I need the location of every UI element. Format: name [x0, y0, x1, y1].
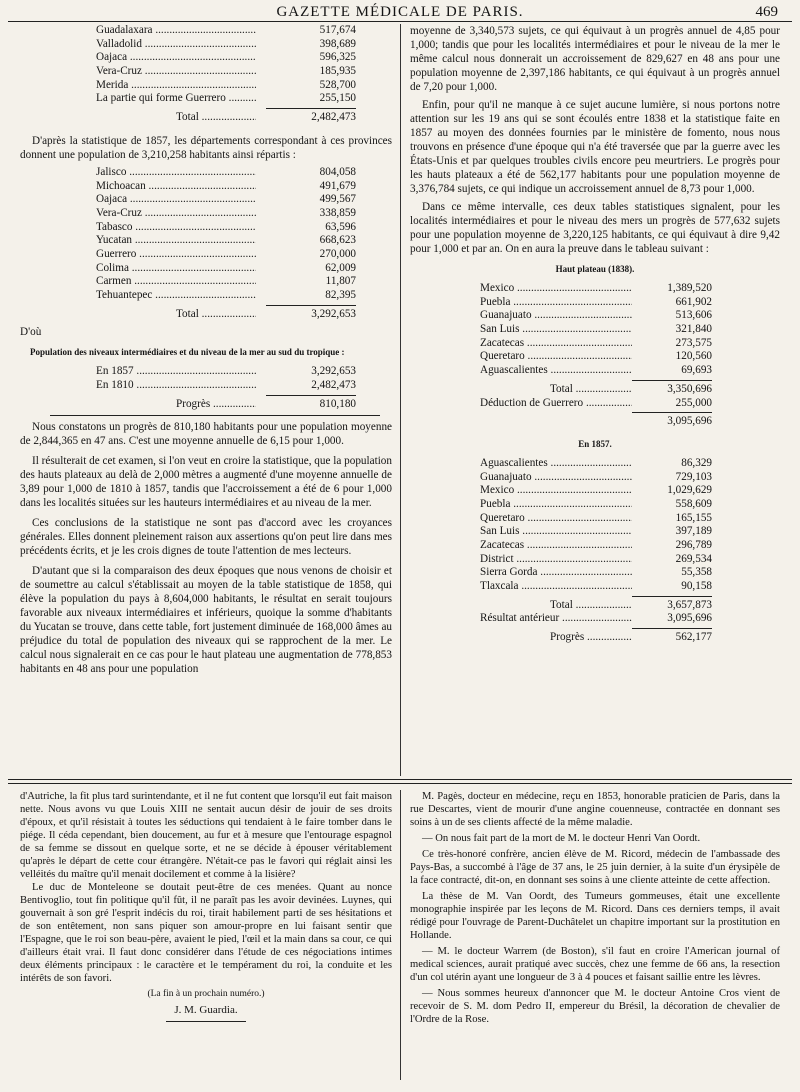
table-cell-label: Queretaro ..... [480, 350, 632, 364]
paragraph: M. Pagès, docteur en médecine, reçu en 1853, honorable praticien de Paris, dans la rue Descartes, vient de mourir d'une angine couenneuse, contractée en donnant ses soins à un de ses clients affecté de la même maladie. [410, 791, 780, 828]
table-cell-label: Zacatecas ..... [480, 337, 632, 351]
table-progress-row: Progrès ..... 562,177 [550, 631, 712, 645]
paragraph: Il résulterait de cet examen, si l'on veut en croire la statistique, que la population des hauts plateaux au delà de 2,000 mètres a augmenté d'une moyenne annuelle de 3,89 pour 1,000 de 1810 à 1857, tandis que l'accroissement a été de 6 pour 1,000 dans les localités situées sur les hauteurs intermédiaires et au niveau de la mer. [20, 455, 392, 510]
table-cell-value: 397,189 [675, 525, 712, 538]
table-cell-label: Puebla ..... [480, 296, 632, 310]
table-caption: Population des niveaux intermédiaires et du niveau de la mer au sud du tropique : [30, 347, 345, 358]
table-cell-value: 2,482,473 [311, 379, 356, 392]
table-cell-value: 668,623 [319, 234, 356, 247]
paragraph: Enfin, pour qu'il ne manque à ce sujet aucune lumière, si nous portons notre attention sur les 19 ans qui se sont écoulés entre 1838 et la statistique faite en 1857 au moyen des données fournies par le ministère de fomento, nous nous trouvons en présence d'une époque qui n'a été traversée que par la guerre avec les États-Unis et par quelques troubles civils encore peu meurtriers. Le progrès pour les hauts plateaux a été de 562,177 habitants pour une population moyenne de 3,376,784 sujets, ce qui indique un accroissement annuel de 8,73 pour 1,000. [410, 99, 780, 195]
table-cell-label: Jalisco ..... [96, 166, 256, 180]
paragraph: Ces conclusions de la statistique ne sont pas d'accord avec les croyances générales. Elles donnent pleinement raison aux assertions qu'on peut lire dans mes précédents écrits, et je les crois dignes de toute l'attention de mes lecteurs. [20, 517, 392, 558]
table-row [480, 512, 712, 526]
table-comparison [96, 365, 356, 411]
table-cell-label: Guanajuato ..... [480, 471, 632, 485]
table-row [480, 323, 712, 337]
table-cell-value: 558,609 [675, 497, 712, 510]
paragraph-dou: D'où [20, 326, 42, 339]
table-cell-value: 3,292,653 [311, 365, 356, 378]
table-cell-label: Carmen ..... [96, 275, 256, 289]
table-cell-label: Oajaca ..... [96, 193, 256, 207]
table-row [96, 234, 356, 248]
section-rule [8, 779, 792, 780]
table-cell-label: District ..... [480, 553, 632, 567]
table-cell-label: Valladolid ..... [96, 38, 256, 52]
table-cell-value: 62,009 [325, 261, 356, 274]
table-cell-value: 82,395 [325, 289, 356, 301]
table-row [480, 553, 712, 567]
paragraph: Nous constatons un progrès de 810,180 habitants pour une population moyenne de 2,844,365 en 47 ans. C'est une moyenne annuelle de 6,15 pour 1,000. [20, 421, 392, 448]
table-cell-label: Vera-Cruz ..... [96, 65, 256, 79]
table-row [480, 471, 712, 485]
paragraph: — M. le docteur Warrem (de Boston), s'il faut en croire l'American journal of medical sciences, aurait pratiqué avec succès, chez une femme de 66 ans, la resection d'un col utérin ayant une longueur de 3 à 4 pouces et faisant saillie entre les lèvres. [410, 946, 780, 983]
table-cell-value: 90,158 [681, 580, 712, 593]
table-cell-value: 517,674 [319, 24, 356, 36]
table-row [96, 51, 356, 65]
table-cell-label: Aguascalientes ..... [480, 364, 632, 378]
table-cell-label: Tehuantepec ..... [96, 289, 256, 303]
continuation-note: (La fin à un prochain numéro.) [147, 989, 265, 999]
table-cell-value: 491,679 [319, 179, 356, 192]
table-row [480, 457, 712, 471]
table-provinces-1810 [96, 24, 356, 125]
table-cell-label: Tlaxcala ..... [480, 580, 632, 594]
table-total-row: Total ..... 2,482,473 [176, 111, 356, 125]
table-row [480, 364, 712, 378]
table-cell-value: 273,575 [675, 336, 712, 349]
column-divider [400, 24, 401, 776]
table-cell-label: Guadalaxara ..... [96, 24, 256, 38]
table-cell-value: 296,789 [675, 539, 712, 551]
table-row [96, 24, 356, 38]
table-row [480, 525, 712, 539]
table-row [96, 79, 356, 93]
table-row [480, 309, 712, 323]
table-row [96, 262, 356, 276]
table-cell-label: Oajaca ..... [96, 51, 256, 65]
table-row [480, 566, 712, 580]
table-total-row: Total ..... 3,657,873 [550, 599, 712, 613]
paragraph: D'autant que si la comparaison des deux époques que nous venons de choisir et de soumettre au calcul s'établissait au moyen de la table statistique de 1858, qui élève la population du pays à 8,604,000 habitants, le résultat en serait toujours favorable aux niveaux intermédiaires et inférieurs, quoique la somme d'habitants du Yucatan se trouve, dans cette table, fort justement diminuée de 168,000 âmes au préjudice du total de population des niveaux qui se rapprochent de la mer. Le calcul nous signalerait en ce cas pour le haut plateau une augmentation de 778,853 habitants en 48 ans pour une population [20, 565, 392, 676]
table-row [96, 180, 356, 194]
table-cell-value: 661,902 [675, 295, 712, 308]
table-cell-label: Colima ..... [96, 262, 256, 276]
table-cell-value: 120,560 [675, 350, 712, 363]
author-signature: J. M. Guardia. [174, 1004, 238, 1016]
page-header [0, 0, 800, 22]
table-cell-value: 165,155 [675, 511, 712, 524]
table-cell-value: 804,058 [319, 165, 356, 178]
table-cell-label: Tabasco ..... [96, 221, 256, 235]
table-cell-value: 596,325 [319, 51, 356, 64]
table-row [96, 65, 356, 79]
left-column [20, 24, 392, 676]
table-total-row: Total ..... 3,350,696 [550, 383, 712, 397]
table-cell-value: 69,693 [681, 364, 712, 377]
table-net-row: 3,095,696 [667, 415, 712, 428]
table-row [480, 282, 712, 296]
paragraph: moyenne de 3,340,573 sujets, ce qui équivaut à un progrès annuel de 4,85 pour 1,000; tandis que pour les localités intermédiaires et pour le niveau de la mer le même calcul nous donnerait un accroissement de 829,627 en 48 ans pour une population moyenne de 2,397,186 habitants, ce qui équivaut à un progrès annuel de 7,20 pour 1,000. [410, 25, 780, 93]
table-cell-value: 86,329 [681, 456, 712, 469]
table-cell-label: San Luis ..... [480, 323, 632, 337]
table-row [96, 289, 356, 303]
table-cell-value: 528,700 [319, 78, 356, 91]
table-cell-value: 269,534 [675, 552, 712, 565]
table-cell-value: 499,567 [319, 193, 356, 206]
table-cell-label: San Luis ..... [480, 525, 632, 539]
table-cell-value: 1,029,629 [667, 484, 712, 497]
table-cell-label: Guanajuato ..... [480, 309, 632, 323]
table-row [96, 379, 356, 393]
section-rule [8, 783, 792, 784]
table-plateau-1857 [480, 457, 712, 645]
table-row [96, 193, 356, 207]
table-row [96, 166, 356, 180]
table-total-row: Total ..... 3,292,653 [176, 308, 356, 322]
table-cell-label: Queretaro ..... [480, 512, 632, 526]
table-cell-label: Michoacan ..... [96, 180, 256, 194]
paragraph: Dans ce même intervalle, ces deux tables statistiques signalent, pour les localités intermédiaires et pour le niveau des mers un progrès de 577,632 sujets pour une population moyenne de 3,220,125 habitants, ce qui équivaut à dire 9,42 pour 1,000 et par an. On en aura la preuve dans le tableau suivant : [410, 201, 780, 255]
table-cell-label: Vera-Cruz ..... [96, 207, 256, 221]
feuilleton-column [20, 790, 392, 1022]
table-cell-value: 729,103 [675, 470, 712, 483]
table-cell-label: Mexico ..... [480, 282, 632, 296]
right-column [410, 24, 780, 645]
table-row [480, 296, 712, 310]
table-plateau-1838 [480, 282, 712, 429]
table-cell-value: 321,840 [675, 323, 712, 336]
table-cell-value: 55,358 [681, 566, 712, 579]
table-row [480, 539, 712, 553]
journal-title: GAZETTE MÉDICALE DE PARIS. [276, 4, 524, 20]
table-cell-value: 513,606 [675, 309, 712, 322]
table-cell-label: Zacatecas ..... [480, 539, 632, 553]
table-cell-label: Aguascalientes ..... [480, 457, 632, 471]
paragraph: D'après la statistique de 1857, les départements correspondant à ces provinces donnent une population de 3,210,258 habitants ainsi répartis : [20, 134, 392, 161]
table-row [480, 484, 712, 498]
table-row [96, 38, 356, 52]
table-cell-label: En 1810 ..... [96, 379, 256, 393]
table-cell-label: La partie qui forme Guerrero ..... [96, 92, 256, 106]
table-cell-value: 255,150 [319, 92, 356, 105]
table-cell-label: Sierra Gorda ..... [480, 566, 632, 580]
column-divider [400, 790, 401, 1080]
table-cell-label: Puebla ..... [480, 498, 632, 512]
table-caption: Haut plateau (1838). [555, 264, 635, 274]
table-departments-1857 [96, 166, 356, 322]
table-row [480, 580, 712, 594]
news-column [410, 790, 780, 1026]
table-row [480, 498, 712, 512]
table-cell-label: Yucatan ..... [96, 234, 256, 248]
table-row [96, 221, 356, 235]
table-cell-value: 11,807 [325, 275, 356, 288]
table-cell-label: Merida ..... [96, 79, 256, 93]
page-number: 469 [755, 4, 778, 20]
table-row [96, 92, 356, 106]
table-previous-row: Résultat antérieur ..... 3,095,696 [480, 612, 712, 626]
table-cell-label: Mexico ..... [480, 484, 632, 498]
table-row [96, 248, 356, 262]
table-cell-value: 1,389,520 [667, 282, 712, 294]
table-cell-value: 63,596 [325, 220, 356, 233]
paragraph: Ce très-honoré confrère, ancien élève de M. Ricord, médecin de l'ambassade des Pays-Bas, a succombé à l'âge de 37 ans, le 25 juin dernier, à la suite d'un érysipèle de la face contracté, dit-on, en donnant ses soins à une cliente atteinte de cette affection. [410, 849, 780, 886]
table-cell-label: En 1857 ..... [96, 365, 256, 379]
table-row [96, 275, 356, 289]
paragraph: Le duc de Monteleone se doutait peut-être de ces menées. Quant au nonce Bentivoglio, tout fin politique qu'il fût, il ne paraît pas les avoir devinées. Luynes, qui gouvernait à son gré l'esprit indécis du roi, tirait habilement parti de ses hésitations et de son entêtement, non sans piquer son amour-propre en lui faisant sentir que l'Espagne, que le roi son beau-père, avaient le pied, l'œil et la main dans sa cour, ce qui d'ailleurs était vrai. Il faut donc considérer dans l'étude de ces négociations intimes deux éléments principaux : le caractère et le tempérament du roi, la conduite et les intérêts de son favori. [20, 882, 392, 984]
table-cell-value: 338,859 [319, 206, 356, 219]
table-deduction-row: Déduction de Guerrero ..... 255,000 [480, 397, 712, 411]
table-row [480, 350, 712, 364]
paragraph: d'Autriche, la fit plus tard surintendante, et il ne fut content que lorsqu'il eut fait maison nette. Nous avons vu que Louis XIII ne sentait aucun désir de jouir de ses droits d'époux, et qu'il résistait à toutes les séductions qui tendaient à le faire tomber dans le piége. Il céda cependant, bien doucement, au fur et à mesure que l'entourage espagnol de sa femme se dissout en quelque sorte, et ne se décide à épouser véritablement qu'après le départ de cette cour étrangère. N'était-ce pas le favori qui réglait ainsi les velléités du maître qu'il menait docilement et comme à la lisière? [20, 791, 392, 880]
paragraph: — Nous sommes heureux d'annoncer que M. le docteur Antoine Cros vient de recevoir de S. M. dom Pedro II, empereur du Brésil, la décoration de chevalier de l'Ordre de la Rose. [410, 988, 780, 1025]
table-row [96, 207, 356, 221]
table-cell-value: 270,000 [319, 247, 356, 260]
table-cell-label: Guerrero ..... [96, 248, 256, 262]
header-rule [8, 21, 792, 22]
paragraph: — On nous fait part de la mort de M. le docteur Henri Van Oordt. [422, 833, 701, 844]
table-cell-value: 185,935 [319, 65, 356, 78]
table-row [96, 365, 356, 379]
table-row [480, 337, 712, 351]
table-caption: En 1857. [578, 438, 612, 449]
table-cell-value: 398,689 [319, 37, 356, 50]
table-progress-row: Progrès ..... 810,180 [176, 398, 356, 412]
paragraph: La thèse de M. Van Oordt, des Tumeurs gommeuses, était une excellente monographie inspirée par les leçons de M. Ricord. Dans ces derniers temps, il avait rédigé pour l'ouvrage de Parent-Duchâtelet un chapitre important sur la prostitution en Hollande. [410, 891, 780, 941]
